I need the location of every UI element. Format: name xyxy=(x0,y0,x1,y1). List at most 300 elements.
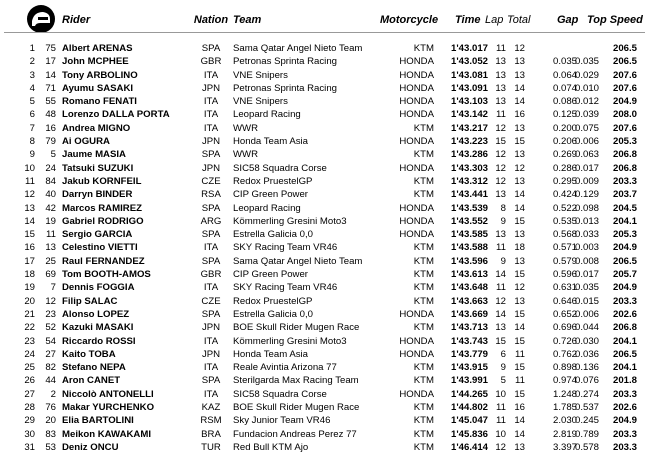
team-cell: Redox PruestelGP xyxy=(233,295,313,307)
table-row xyxy=(0,255,649,268)
total-laps-cell: 14 xyxy=(514,82,525,94)
gap-to-previous-cell: 0.039 xyxy=(575,109,600,121)
best-lap-cell: 12 xyxy=(495,162,506,174)
table-row xyxy=(0,162,649,175)
table-row xyxy=(0,401,649,414)
header-top-speed: Top Speed xyxy=(587,14,643,26)
best-lap-cell: 11 xyxy=(496,415,506,427)
gap-to-previous-cell: 0.006 xyxy=(575,308,600,320)
gap-to-previous-cell: 0.129 xyxy=(575,189,600,201)
top-speed-cell: 204.5 xyxy=(612,202,637,214)
best-lap-cell: 13 xyxy=(495,82,506,94)
total-laps-cell: 12 xyxy=(514,162,525,174)
nation-cell: JPN xyxy=(201,136,221,148)
lap-time-cell: 1'44.802 xyxy=(451,402,488,414)
position-cell: 4 xyxy=(29,82,35,94)
table-row xyxy=(0,55,649,68)
top-speed-cell: 205.3 xyxy=(612,136,637,148)
rider-name-cell: Andrea MIGNO xyxy=(62,122,131,134)
lap-time-cell: 1'45.047 xyxy=(451,415,488,427)
table-row xyxy=(0,335,649,348)
lap-time-cell: 1'43.915 xyxy=(451,362,488,374)
gap-to-previous-cell: 0.033 xyxy=(575,229,600,241)
rider-name-cell: Sergio GARCIA xyxy=(62,229,133,241)
rider-name-cell: Ayumu SASAKI xyxy=(62,82,134,94)
table-row xyxy=(0,268,649,281)
rider-number-cell: 23 xyxy=(45,308,56,320)
table-row xyxy=(0,188,649,201)
gap-to-first-cell: 0.631 xyxy=(552,282,577,294)
rider-number-cell: 52 xyxy=(45,322,56,334)
gap-to-first-cell: 0.269 xyxy=(552,149,577,161)
total-laps-cell: 13 xyxy=(514,295,525,307)
header-nation: Nation xyxy=(193,14,229,26)
position-cell: 17 xyxy=(24,255,35,267)
lap-time-cell: 1'43.312 xyxy=(451,175,488,187)
rider-number-cell: 20 xyxy=(45,415,56,427)
best-lap-cell: 9 xyxy=(500,215,506,227)
gap-to-previous-cell: 0.029 xyxy=(575,69,600,81)
gap-to-first-cell: 0.579 xyxy=(552,255,577,267)
gap-to-first-cell: 0.898 xyxy=(552,362,577,374)
rider-name-cell: Makar YURCHENKO xyxy=(62,402,155,414)
rider-name-cell: Aron CANET xyxy=(62,375,121,387)
nation-cell: ITA xyxy=(203,109,219,121)
best-lap-cell: 13 xyxy=(495,56,506,68)
motorcycle-cell: HONDA xyxy=(399,202,434,214)
nation-cell: KAZ xyxy=(201,402,221,414)
best-lap-cell: 9 xyxy=(500,255,506,267)
total-laps-cell: 18 xyxy=(514,242,525,254)
rider-number-cell: 25 xyxy=(45,255,56,267)
top-speed-cell: 201.8 xyxy=(612,375,637,387)
top-speed-cell: 207.6 xyxy=(612,82,637,94)
lap-time-cell: 1'43.091 xyxy=(451,82,488,94)
gap-to-first-cell: 0.064 xyxy=(552,69,577,81)
rider-number-cell: 48 xyxy=(45,109,56,121)
table-row xyxy=(0,348,649,361)
team-cell: BOE Skull Rider Mugen Race xyxy=(233,402,360,414)
nation-cell: GBR xyxy=(200,56,222,68)
table-row xyxy=(0,215,649,228)
best-lap-cell: 13 xyxy=(495,69,506,81)
motorcycle-cell: KTM xyxy=(413,242,434,254)
motorcycle-cell: HONDA xyxy=(399,82,434,94)
rider-name-cell: Alonso LOPEZ xyxy=(62,308,130,320)
team-cell: Sama Qatar Angel Nieto Team xyxy=(233,43,363,54)
nation-cell: SPA xyxy=(201,255,221,267)
table-row xyxy=(0,122,649,135)
nation-cell: SPA xyxy=(201,149,221,161)
rider-name-cell: Marcos RAMIREZ xyxy=(62,202,142,214)
results-table xyxy=(0,42,649,454)
rider-name-cell: Gabriel RODRIGO xyxy=(62,215,144,227)
gap-to-previous-cell: 0.076 xyxy=(575,375,600,387)
gap-to-first-cell: 0.726 xyxy=(552,335,577,347)
position-cell: 10 xyxy=(24,162,35,174)
top-speed-cell: 206.5 xyxy=(612,348,637,360)
header-divider xyxy=(4,32,645,33)
gap-to-first-cell: 0.295 xyxy=(552,175,577,187)
total-laps-cell: 13 xyxy=(514,69,525,81)
best-lap-cell: 13 xyxy=(495,322,506,334)
rider-number-cell: 2 xyxy=(50,388,56,400)
lap-time-cell: 1'43.539 xyxy=(451,202,488,214)
top-speed-cell: 204.9 xyxy=(612,282,637,294)
rider-name-cell: Deniz ONCU xyxy=(62,441,119,453)
nation-cell: RSM xyxy=(200,415,222,427)
lap-time-cell: 1'43.103 xyxy=(451,96,488,108)
position-cell: 2 xyxy=(29,56,35,68)
header-motorcycle: Motorcycle xyxy=(380,14,439,26)
position-cell: 29 xyxy=(24,415,35,427)
team-cell: CIP Green Power xyxy=(233,189,309,201)
gap-to-first-cell: 2.030 xyxy=(552,415,577,427)
team-cell: Fundacion Andreas Perez 77 xyxy=(233,428,357,440)
table-row xyxy=(0,295,649,308)
lap-time-cell: 1'43.585 xyxy=(451,229,488,241)
nation-cell: BRA xyxy=(201,428,221,440)
total-laps-cell: 14 xyxy=(514,322,525,334)
position-cell: 14 xyxy=(24,215,35,227)
rider-name-cell: Dennis FOGGIA xyxy=(62,282,135,294)
rider-number-cell: 79 xyxy=(45,136,56,148)
gap-to-first-cell: 0.522 xyxy=(552,202,577,214)
top-speed-cell: 206.8 xyxy=(612,149,637,161)
best-lap-cell: 15 xyxy=(495,335,506,347)
top-speed-cell: 205.7 xyxy=(612,269,637,281)
top-speed-cell: 204.9 xyxy=(612,415,637,427)
gap-to-previous-cell: 0.789 xyxy=(575,428,600,440)
best-lap-cell: 11 xyxy=(496,242,506,254)
header-team: Team xyxy=(233,14,262,26)
motorcycle-cell: HONDA xyxy=(399,69,434,81)
header-gap: Gap xyxy=(557,14,579,26)
best-lap-cell: 12 xyxy=(495,149,506,161)
top-speed-cell: 207.6 xyxy=(612,69,637,81)
rider-name-cell: Albert ARENAS xyxy=(62,43,133,54)
rider-number-cell: 82 xyxy=(45,362,56,374)
best-lap-cell: 10 xyxy=(495,388,506,400)
best-lap-cell: 5 xyxy=(500,375,506,387)
team-cell: Sama Qatar Angel Nieto Team xyxy=(233,255,363,267)
rider-number-cell: 12 xyxy=(45,295,56,307)
gap-to-first-cell: 0.646 xyxy=(552,295,577,307)
rider-number-cell: 76 xyxy=(45,402,56,414)
nation-cell: ARG xyxy=(200,215,222,227)
nation-cell: SPA xyxy=(201,43,221,54)
total-laps-cell: 14 xyxy=(514,415,525,427)
team-cell: WWR xyxy=(233,122,259,134)
rider-number-cell: 84 xyxy=(45,175,56,187)
nation-cell: CZE xyxy=(201,295,221,307)
gap-to-previous-cell: 0.003 xyxy=(575,242,600,254)
team-cell: WWR xyxy=(233,149,259,161)
rider-name-cell: Riccardo ROSSI xyxy=(62,335,136,347)
motorcycle-cell: KTM xyxy=(413,375,434,387)
total-laps-cell: 13 xyxy=(514,149,525,161)
team-cell: Honda Team Asia xyxy=(233,348,309,360)
lap-time-cell: 1'43.669 xyxy=(451,308,488,320)
nation-cell: SPA xyxy=(201,202,221,214)
rider-name-cell: Kaito TOBA xyxy=(62,348,116,360)
top-speed-cell: 206.8 xyxy=(612,162,637,174)
top-speed-cell: 203.3 xyxy=(612,428,637,440)
gap-to-first-cell: 0.286 xyxy=(552,162,577,174)
motorcycle-cell: KTM xyxy=(413,322,434,334)
motorcycle-cell: KTM xyxy=(413,122,434,134)
total-laps-cell: 13 xyxy=(514,175,525,187)
lap-time-cell: 1'43.286 xyxy=(451,149,488,161)
table-row xyxy=(0,42,649,55)
gap-to-first-cell: 0.596 xyxy=(552,269,577,281)
nation-cell: JPN xyxy=(201,162,221,174)
gap-to-first-cell: 0.086 xyxy=(552,96,577,108)
header-lap: Lap xyxy=(485,14,504,26)
table-row xyxy=(0,374,649,387)
lap-time-cell: 1'43.223 xyxy=(451,136,488,148)
table-row xyxy=(0,441,649,454)
team-cell: Leopard Racing xyxy=(233,109,301,121)
best-lap-cell: 12 xyxy=(495,295,506,307)
rider-name-cell: Tom BOOTH-AMOS xyxy=(62,269,151,281)
top-speed-cell: 207.6 xyxy=(612,122,637,134)
position-cell: 13 xyxy=(24,202,35,214)
table-row xyxy=(0,69,649,82)
nation-cell: CZE xyxy=(201,175,221,187)
position-cell: 31 xyxy=(24,441,35,453)
position-cell: 19 xyxy=(24,282,35,294)
motorcycle-cell: HONDA xyxy=(399,388,434,400)
motorcycle-cell: HONDA xyxy=(399,109,434,121)
motorcycle-cell: HONDA xyxy=(399,308,434,320)
gap-to-first-cell: 0.974 xyxy=(552,375,577,387)
rider-number-cell: 17 xyxy=(45,56,56,68)
total-laps-cell: 13 xyxy=(514,56,525,68)
rider-number-cell: 11 xyxy=(46,229,56,241)
team-cell: Kömmerling Gresini Moto3 xyxy=(233,335,347,347)
top-speed-cell: 204.1 xyxy=(612,362,637,374)
best-lap-cell: 14 xyxy=(495,308,506,320)
table-row xyxy=(0,361,649,374)
motorcycle-cell: KTM xyxy=(413,282,434,294)
rider-number-cell: 71 xyxy=(45,82,56,94)
total-laps-cell: 11 xyxy=(515,348,525,360)
rider-name-cell: Celestino VIETTI xyxy=(62,242,138,254)
nation-cell: TUR xyxy=(201,441,221,453)
top-speed-cell: 204.9 xyxy=(612,96,637,108)
lap-time-cell: 1'43.441 xyxy=(451,189,488,201)
best-lap-cell: 11 xyxy=(496,282,506,294)
rider-number-cell: 75 xyxy=(45,43,56,54)
gap-to-previous-cell: 0.036 xyxy=(575,348,600,360)
lap-time-cell: 1'43.142 xyxy=(451,109,488,121)
top-speed-cell: 206.5 xyxy=(612,255,637,267)
total-laps-cell: 15 xyxy=(514,308,525,320)
motorcycle-cell: KTM xyxy=(413,415,434,427)
lap-time-cell: 1'43.713 xyxy=(451,322,488,334)
table-row xyxy=(0,281,649,294)
motorcycle-cell: HONDA xyxy=(399,136,434,148)
position-cell: 23 xyxy=(24,335,35,347)
motorcycle-cell: KTM xyxy=(413,189,434,201)
lap-time-cell: 1'43.303 xyxy=(451,162,488,174)
rider-name-cell: Tony ARBOLINO xyxy=(62,69,138,81)
rider-number-cell: 42 xyxy=(45,202,56,214)
lap-time-cell: 1'43.648 xyxy=(451,282,488,294)
team-cell: SKY Racing Team VR46 xyxy=(233,282,338,294)
table-row xyxy=(0,414,649,427)
rider-name-cell: Kazuki MASAKI xyxy=(62,322,134,334)
gap-to-first-cell: 1.785 xyxy=(552,402,577,414)
team-cell: Honda Team Asia xyxy=(233,136,309,148)
gap-to-first-cell: 0.125 xyxy=(552,109,577,121)
motorcycle-cell: HONDA xyxy=(399,229,434,241)
position-cell: 30 xyxy=(24,428,35,440)
total-laps-cell: 14 xyxy=(514,96,525,108)
total-laps-cell: 15 xyxy=(514,269,525,281)
total-laps-cell: 15 xyxy=(514,335,525,347)
best-lap-cell: 13 xyxy=(495,229,506,241)
rider-name-cell: Filip SALAC xyxy=(62,295,118,307)
best-lap-cell: 10 xyxy=(495,428,506,440)
best-lap-cell: 14 xyxy=(495,269,506,281)
rider-number-cell: 40 xyxy=(45,189,56,201)
lap-time-cell: 1'43.588 xyxy=(451,242,488,254)
total-laps-cell: 14 xyxy=(514,189,525,201)
nation-cell: ITA xyxy=(203,282,219,294)
best-lap-cell: 11 xyxy=(496,109,506,121)
gap-to-first-cell: 1.248 xyxy=(552,388,577,400)
position-cell: 28 xyxy=(24,402,35,414)
gap-to-first-cell: 0.571 xyxy=(552,242,577,254)
gap-to-previous-cell: 0.006 xyxy=(575,136,600,148)
top-speed-cell: 202.6 xyxy=(612,308,637,320)
gap-to-previous-cell: 0.030 xyxy=(575,335,600,347)
table-row xyxy=(0,175,649,188)
top-speed-cell: 203.7 xyxy=(612,189,637,201)
lap-time-cell: 1'43.779 xyxy=(451,348,488,360)
rider-number-cell: 53 xyxy=(45,441,56,453)
motorcycle-cell: KTM xyxy=(413,428,434,440)
rider-number-cell: 14 xyxy=(45,69,56,81)
gap-to-first-cell: 2.819 xyxy=(552,428,577,440)
motorcycle-cell: HONDA xyxy=(399,96,434,108)
motorcycle-cell: HONDA xyxy=(399,56,434,68)
total-laps-cell: 12 xyxy=(514,282,525,294)
top-speed-cell: 205.3 xyxy=(612,229,637,241)
motorcycle-helmet-icon xyxy=(26,4,56,34)
motorcycle-cell: KTM xyxy=(413,269,434,281)
top-speed-cell: 206.8 xyxy=(612,322,637,334)
team-cell: VNE Snipers xyxy=(233,96,288,108)
team-cell: VNE Snipers xyxy=(233,69,288,81)
position-cell: 21 xyxy=(24,308,35,320)
lap-time-cell: 1'43.017 xyxy=(451,43,488,54)
total-laps-cell: 14 xyxy=(514,428,525,440)
position-cell: 7 xyxy=(29,122,35,134)
rider-number-cell: 83 xyxy=(45,428,56,440)
top-speed-cell: 206.5 xyxy=(612,56,637,68)
nation-cell: RSA xyxy=(201,189,221,201)
gap-to-first-cell: 0.035 xyxy=(552,56,577,68)
gap-to-first-cell: 3.397 xyxy=(552,441,577,453)
position-cell: 25 xyxy=(24,362,35,374)
gap-to-first-cell: 0.206 xyxy=(552,136,577,148)
gap-to-first-cell: 0.535 xyxy=(552,215,577,227)
lap-time-cell: 1'46.414 xyxy=(451,441,488,453)
gap-to-previous-cell: 0.537 xyxy=(575,402,600,414)
position-cell: 11 xyxy=(25,175,35,187)
nation-cell: JPN xyxy=(201,322,221,334)
motorcycle-cell: KTM xyxy=(413,402,434,414)
team-cell: SIC58 Squadra Corse xyxy=(233,162,327,174)
rider-number-cell: 5 xyxy=(50,149,56,161)
nation-cell: ITA xyxy=(203,388,219,400)
total-laps-cell: 16 xyxy=(514,109,525,121)
nation-cell: JPN xyxy=(201,348,221,360)
position-cell: 15 xyxy=(24,229,35,241)
header-rider: Rider xyxy=(62,14,91,26)
rider-name-cell: Tatsuki SUZUKI xyxy=(62,162,134,174)
rider-name-cell: John MCPHEE xyxy=(62,56,129,68)
top-speed-cell: 204.1 xyxy=(612,215,637,227)
table-row xyxy=(0,308,649,321)
total-laps-cell: 15 xyxy=(514,388,525,400)
table-row xyxy=(0,95,649,108)
team-cell: SIC58 Squadra Corse xyxy=(233,388,327,400)
total-laps-cell: 14 xyxy=(514,202,525,214)
best-lap-cell: 6 xyxy=(500,348,506,360)
top-speed-cell: 206.5 xyxy=(612,43,637,54)
nation-cell: ITA xyxy=(203,122,219,134)
position-cell: 12 xyxy=(24,189,35,201)
nation-cell: ITA xyxy=(203,335,219,347)
rider-number-cell: 7 xyxy=(50,282,56,294)
position-cell: 9 xyxy=(29,149,35,161)
top-speed-cell: 203.3 xyxy=(612,295,637,307)
nation-cell: GBR xyxy=(200,269,222,281)
total-laps-cell: 15 xyxy=(514,136,525,148)
table-header xyxy=(0,0,649,40)
position-cell: 16 xyxy=(24,242,35,254)
gap-to-first-cell: 0.200 xyxy=(552,122,577,134)
position-cell: 6 xyxy=(29,109,35,121)
top-speed-cell: 203.3 xyxy=(612,175,637,187)
table-row xyxy=(0,82,649,95)
gap-to-previous-cell: 0.136 xyxy=(575,362,600,374)
nation-cell: SPA xyxy=(201,308,221,320)
gap-to-previous-cell: 0.044 xyxy=(575,322,600,334)
top-speed-cell: 208.0 xyxy=(612,109,637,121)
rider-name-cell: Niccolò ANTONELLI xyxy=(62,388,154,400)
gap-to-previous-cell: 0.063 xyxy=(575,149,600,161)
rider-name-cell: Jaume MASIA xyxy=(62,149,126,161)
total-laps-cell: 11 xyxy=(515,375,525,387)
gap-to-previous-cell: 0.008 xyxy=(575,255,600,267)
gap-to-first-cell: 0.696 xyxy=(552,322,577,334)
best-lap-cell: 11 xyxy=(496,402,506,414)
motorcycle-cell: HONDA xyxy=(399,335,434,347)
gap-to-previous-cell: 0.035 xyxy=(575,56,600,68)
rider-name-cell: Jakub KORNFEIL xyxy=(62,175,142,187)
best-lap-cell: 12 xyxy=(495,175,506,187)
table-row xyxy=(0,108,649,121)
position-cell: 3 xyxy=(29,69,35,81)
team-cell: SKY Racing Team VR46 xyxy=(233,242,338,254)
motorcycle-cell: KTM xyxy=(413,43,434,54)
lap-time-cell: 1'45.836 xyxy=(451,428,488,440)
